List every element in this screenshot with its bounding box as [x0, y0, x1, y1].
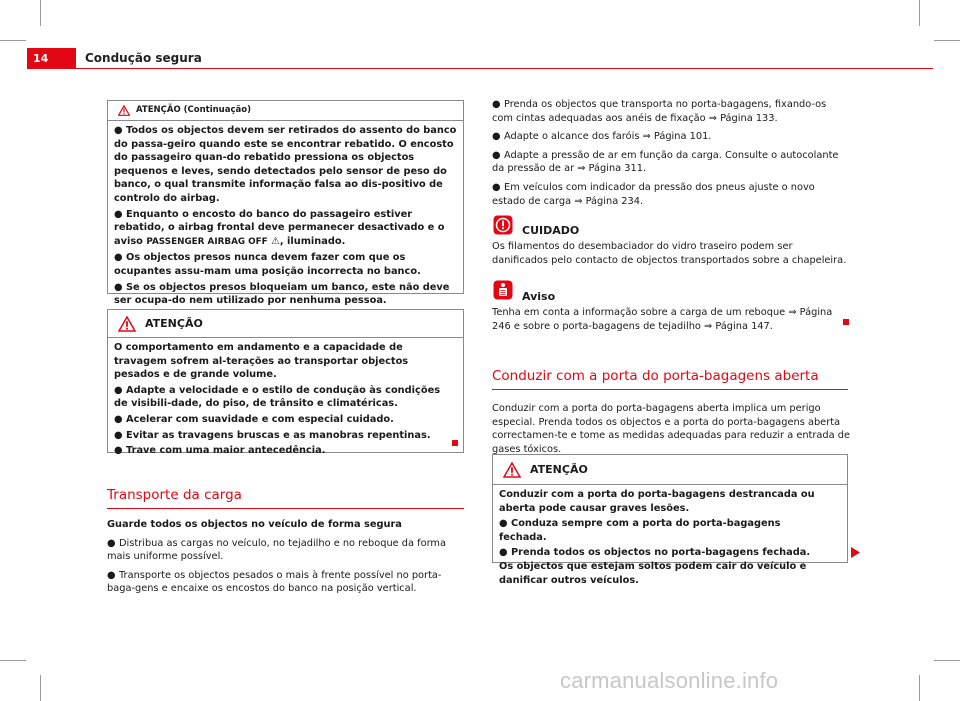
section-title: Conduzir com a porta do porta-bagagens aberta — [492, 368, 819, 384]
list-item-text: Transporte os objectos pesados o mais à frente possível no porta-baga-gens e encaixe os encostos do banco na posição vertical. — [107, 569, 442, 595]
warning-box-header — [108, 101, 463, 121]
warning-intro: Conduzir com a porta do porta-bagagens destrancada ou aberta pode causar graves lesões. — [499, 489, 815, 514]
crop-mark — [40, 675, 41, 701]
warning-triangle-icon — [118, 316, 136, 332]
list-item-text: Acelerar com suavidade e com especial cuidado. — [126, 413, 394, 425]
list-item — [499, 517, 825, 544]
list-item — [492, 149, 850, 176]
crop-mark — [40, 0, 41, 26]
list-item-text: Se os objectos presos bloqueiam um banco, este não deve ser ocupa-do nem utilizado por nenhuma pessoa. — [114, 281, 450, 307]
warning-box-body — [108, 121, 463, 314]
bullet: ● — [492, 181, 501, 193]
section-rule — [492, 389, 848, 390]
list-item-text: Evitar as travagens bruscas e as manobras repentinas. — [126, 429, 431, 441]
section-title: Transporte da carga — [107, 487, 242, 503]
list-item-text: Adapte a velocidade e o estilo de condução às condições de visibili-dade, do piso, de trânsito e climatéricas. — [114, 384, 441, 410]
bullet: ● — [107, 569, 116, 581]
list-item-text: Prenda todos os objectos no porta-bagagens fechada. Os objectos que estejam soltos podem cair do veículo e danificar outros veículos. — [499, 547, 811, 586]
list-item — [492, 130, 850, 144]
page-title: Condução segura — [85, 51, 202, 65]
bullet: ● — [492, 149, 501, 161]
bullet: ● — [107, 537, 116, 549]
list-item — [114, 413, 457, 427]
warning-box — [107, 309, 464, 457]
bullet: ● — [114, 429, 123, 441]
list-item-text: Distribua as cargas no veículo, no tejadilho e no reboque da forma mais uniforme possível. — [107, 537, 446, 563]
bullet: ● — [114, 413, 123, 425]
list-item-text: Adapte o alcance dos faróis ⇒ Página 101. — [504, 131, 712, 143]
list-item: ● Enquanto o encosto do banco do passageiro estiver rebatido, o airbag frontal deve permanecer desactivado e o aviso PASSENGER AIRBAG OFF ⚠, iluminado. — [114, 208, 445, 247]
list-item — [114, 124, 457, 206]
list-item — [114, 444, 457, 458]
section-rule — [107, 508, 464, 509]
bullet: ● — [114, 208, 123, 220]
list-item — [114, 384, 457, 411]
right-list — [492, 98, 850, 213]
header-rule — [76, 68, 933, 69]
bullet: ● — [114, 384, 123, 396]
list-item — [107, 537, 464, 564]
list-item — [499, 546, 825, 587]
page-number: 14 — [27, 48, 76, 69]
caution-icon — [493, 215, 513, 235]
bullet: ● — [114, 252, 123, 264]
list-item-text: Trave com uma maior antecedência. — [126, 445, 326, 457]
warning-intro: O comportamento em andamento e a capacidade de travagem sofrem al-terações ao transportar objectos pesados e de grande volume. — [114, 342, 409, 381]
info-note-icon — [493, 280, 513, 300]
bullet: ● — [499, 547, 508, 559]
warning-box-header — [108, 310, 463, 338]
list-item — [492, 181, 850, 208]
note-title: Aviso — [522, 290, 556, 303]
warning-box-continued — [107, 100, 464, 307]
list-item — [107, 569, 464, 596]
caution-text: Os filamentos do desembaciador do vidro traseiro podem ser danificados pelo contacto de objectos transportados sobre a chapeleira. — [492, 241, 847, 266]
list-item — [114, 251, 457, 278]
bullet: ● — [114, 281, 123, 293]
crop-mark — [0, 660, 26, 661]
list-item-text: iluminado. — [287, 235, 346, 247]
end-mark — [843, 319, 849, 325]
crop-mark — [919, 0, 920, 26]
list-item — [114, 429, 457, 443]
bullet: ● — [114, 125, 123, 136]
list-item-text: Prenda os objectos que transporta no porta-bagagens, fixando-os com cintas adequadas aos anéis de fixação ⇒ Página 133. — [492, 99, 827, 124]
list-item — [114, 281, 457, 308]
list-item-text: Conduza sempre com a porta do porta-bagagens fechada. — [499, 518, 781, 543]
list-item — [492, 98, 850, 125]
crop-mark — [0, 40, 26, 41]
warning-box-body — [493, 485, 847, 593]
section-subtitle: Guarde todos os objectos no veículo de forma segura — [107, 519, 402, 530]
section-text: Conduzir com a porta do porta-bagagens aberta implica um perigo especial. Prenda todos os objectos e a porta do porta-bagagens aberta correctamen-te e tome as medidas adequadas para reduzir a entrada de gases tóxicos. — [492, 403, 851, 455]
crop-mark — [934, 660, 960, 661]
watermark: carmanualsonline.info — [560, 668, 779, 693]
crop-mark — [934, 40, 960, 41]
bullet: ● — [492, 99, 501, 110]
continue-arrow-icon — [851, 547, 860, 558]
warning-box-header — [493, 455, 847, 485]
airbag-off-icon: ⚠ — [271, 235, 280, 247]
warning-triangle-icon — [118, 105, 130, 116]
warning-box — [492, 454, 848, 586]
bullet: ● — [492, 131, 501, 143]
warning-triangle-icon — [503, 462, 521, 478]
caution-title: CUIDADO — [522, 224, 580, 237]
note-text: Tenha em conta a informação sobre a carga de um reboque ⇒ Página 246 e sobre o porta-bagagens de tejadilho ⇒ Página 147. — [492, 307, 833, 332]
list-item-text: Em veículos com indicador da pressão dos pneus ajuste o novo estado de carga ⇒ Página 234. — [492, 181, 815, 207]
warning-heading: ATENÇÃO (Continuação) — [136, 104, 251, 115]
bullet: ● — [114, 445, 123, 457]
list-item-text: Todos os objectos devem ser retirados do assento do banco do passa-geiro quando este se encontrar rebatido. O encosto do passageiro quan-do rebatido pressiona os objectos pequenos e leves, sendo detectados pelo sensor de peso do banco, o qual transmite informação falsa ao dis-positivo de controlo do airbag. — [114, 125, 457, 204]
airbag-code: PASSENGER AIRBAG OFF — [146, 236, 268, 247]
end-mark — [452, 440, 458, 446]
warning-heading: ATENÇÃO — [530, 462, 588, 476]
crop-mark — [919, 675, 920, 701]
warning-heading: ATENÇÃO — [145, 316, 203, 330]
list-item-text: Enquanto o encosto do banco do passageiro estiver rebatido, o airbag frontal deve permanecer desactivado e o aviso — [114, 208, 445, 247]
list-item-text: Adapte a pressão de ar em função da carga. Consulte o autocolante da pressão de ar ⇒ Página 311. — [492, 149, 839, 175]
section-body — [107, 518, 464, 601]
bullet: ● — [499, 518, 508, 530]
list-item-text: Os objectos presos nunca devem fazer com que os ocupantes assu-mam uma posição incorrecta no banco. — [114, 252, 421, 277]
warning-box-body — [108, 338, 463, 464]
